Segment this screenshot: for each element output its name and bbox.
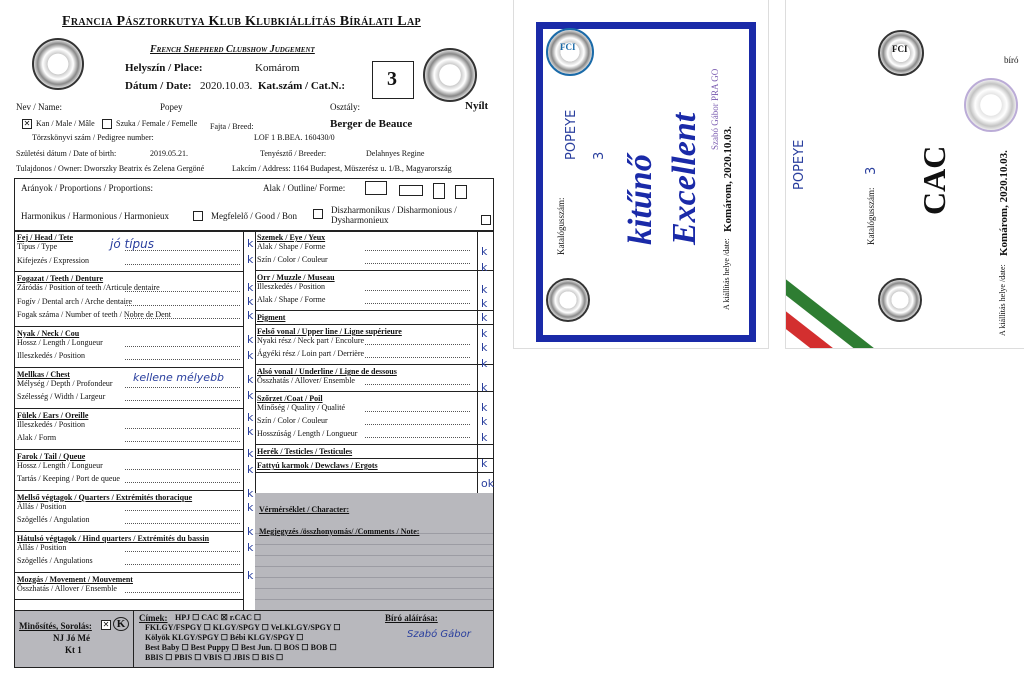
cac-place-date: Komárom, 2020.10.03. [998, 150, 1010, 256]
place-label: Helyszín / Place: [125, 62, 203, 74]
left-row-dotted-line [125, 523, 240, 524]
character-label: Vérmérséklet / Character: [259, 505, 350, 514]
left-section-divider [15, 490, 243, 491]
disharmonic-checkbox[interactable] [481, 215, 491, 225]
evaluation-mark: ok [481, 477, 495, 490]
judge-label: Bíró aláírása: [385, 613, 438, 623]
right-row-dotted-line [365, 263, 470, 264]
right-row-dotted-line [365, 384, 470, 385]
right-section-divider [255, 391, 493, 392]
cac-card [786, 0, 1024, 348]
excellent-catalog-label: Katalógusszám: [556, 197, 566, 255]
right-section-divider [255, 444, 493, 445]
cac-place-label: A kiállítás helye /date: [998, 264, 1007, 336]
evaluation-mark: k [481, 401, 488, 414]
left-row-dotted-line [125, 318, 240, 319]
evaluation-mark: k [247, 295, 254, 308]
right-section-row: Alak / Shape / Forme [257, 242, 326, 251]
handwritten-chest-note: kellene mélyebb [133, 371, 225, 384]
right-row-dotted-line [365, 411, 470, 412]
right-section-row: Illeszkedés / Position [257, 282, 325, 291]
cac-catalog-label: Katalógusszám: [866, 187, 876, 245]
excellent-catalog-value: 3 [592, 151, 607, 160]
left-section-title: Mellső végtagok / Quarters / Extrémités thoracique [17, 492, 193, 502]
evaluation-mark: k [247, 463, 254, 476]
titles-row-3: Kölyök KLGY/SPGY ☐ Bébi KLGY/SPGY ☐ [145, 633, 304, 642]
male-checkbox[interactable]: ✕ [23, 119, 31, 128]
evaluation-mark: k [247, 237, 254, 250]
evaluation-mark: k [247, 411, 254, 424]
proportions-block [14, 178, 494, 232]
breeder-value: Delahnyes Regine [366, 149, 425, 158]
breed-label: Fajta / Breed: [210, 122, 254, 131]
left-section-row: Tartás / Keeping / Port de queue [17, 474, 120, 483]
left-section-divider [15, 572, 243, 573]
evaluation-mark: k [247, 569, 254, 582]
evaluation-mark: k [481, 311, 488, 324]
cac-violet-stamp-icon [964, 78, 1018, 132]
place-value: Komárom [255, 62, 300, 74]
left-row-dotted-line [125, 387, 240, 388]
titles-row-4: Best Baby ☐ Best Puppy ☐ Best Jun. ☐ BOS ☐ BOB ☐ [145, 643, 337, 652]
left-section-divider [15, 271, 243, 272]
left-section-title: Fülek / Ears / Oreille [17, 410, 89, 420]
cat-label: Kat.szám / Cat.N.: [258, 80, 346, 92]
left-section-divider [15, 408, 243, 409]
outline-label: Alak / Outline/ Forme: [263, 183, 346, 193]
left-row-dotted-line [125, 510, 240, 511]
excellent-place-date: Komárom, 2020.10.03. [722, 126, 734, 232]
owner-label: Tulajdonos / Owner: Dworszky Beatrix és Zelena Gergöné [16, 164, 205, 173]
breed-value: Berger de Beauce [330, 118, 413, 130]
pedigree-label: Törzskönyvi szám / Pedigree number: [32, 133, 154, 142]
outline-box-1[interactable] [365, 181, 387, 195]
address-label: Lakcím / Address: 1164 Budapest, Müszerész u. 1/B., Magyarország [232, 164, 452, 173]
right-section-divider [255, 310, 493, 311]
evaluation-mark: k [481, 415, 488, 428]
right-section-title: Herék / Testicles / Testicules [257, 447, 353, 456]
left-section-row: Illeszkedés / Position [17, 419, 85, 429]
club-logo-right [423, 48, 477, 102]
right-row-dotted-line [365, 290, 470, 291]
fci-stamp-icon [546, 28, 594, 76]
evaluation-mark: k [247, 425, 254, 438]
left-row-dotted-line [125, 400, 240, 401]
evaluation-mark: k [247, 373, 254, 386]
evaluation-mark: k [481, 283, 488, 296]
right-section-row: Ágyéki rész / Loin part / Derrière [257, 349, 365, 358]
left-row-dotted-line [125, 305, 240, 306]
cat-number: 3 [387, 68, 397, 90]
pedigree-value: LOF 1 B.BEA. 160430/0 [254, 133, 335, 142]
club-stamp-icon [546, 278, 590, 322]
female-label: Szuka / Female / Femelle [116, 119, 198, 128]
right-section-title: Pigment [257, 313, 286, 322]
left-section-row: Szélesség / Width / Largeur [17, 392, 106, 401]
left-row-dotted-line [125, 441, 240, 442]
left-section-row: Hossz / Length / Longueur [17, 337, 103, 347]
class-label: Osztály: [330, 102, 360, 112]
form-subtitle: French Shepherd Clubshow Judgement [150, 44, 315, 55]
dob-value: 2019.05.21. [150, 149, 188, 158]
left-section-title: Hátulsó végtagok / Hind quarters / Extrémités du bassin [17, 533, 210, 543]
left-section-row: Mélység / Depth / Profondeur [17, 378, 113, 388]
left-section-row: Fogív / Dental arch / Arche dentaire [17, 296, 133, 306]
titles-row-1: HPJ ☐ CAC ☒ r.CAC ☐ [175, 613, 262, 622]
evaluation-mark: k [481, 297, 488, 310]
outline-box-4[interactable] [455, 185, 467, 199]
evaluation-grid [14, 230, 494, 612]
evaluation-mark: k [247, 309, 254, 322]
left-section-row: Típus / Type [17, 242, 58, 251]
cat-number-box [372, 61, 414, 99]
right-row-dotted-line [365, 303, 470, 304]
right-section-divider [255, 458, 493, 459]
good-checkbox[interactable] [313, 209, 323, 219]
right-section-row: Minőség / Quality / Qualité [257, 403, 345, 412]
club-logo-left [32, 38, 84, 90]
good-label: Megfelelő / Good / Bon [211, 211, 297, 221]
right-section-title: Felső vonal / Upper line / Ligne supérieure [257, 327, 402, 336]
evaluation-mark: k [247, 389, 254, 402]
evaluation-mark: k [247, 541, 254, 554]
right-section-divider [255, 270, 493, 271]
right-row-dotted-line [365, 424, 470, 425]
left-section-row: Fogak száma / Number of teeth / Nobre de Dent [17, 310, 171, 319]
class-value: Nyílt [465, 100, 489, 112]
left-section-row: Összhatás / Allover / Ensemble [17, 583, 117, 593]
grading-label: Minősítés, Sorolás: [19, 621, 92, 631]
left-column [15, 231, 243, 611]
left-section-divider [15, 326, 243, 327]
grading-k: K [113, 617, 129, 631]
titles-row-5: BBIS ☐ PBIS ☐ VBIS ☐ JBIS ☐ BIS ☐ [145, 653, 284, 662]
left-section-row: Illeszkedés / Position [17, 351, 85, 360]
evaluation-mark: k [481, 261, 488, 274]
name-value: Popey [160, 102, 183, 112]
harmonic-checkbox[interactable] [193, 211, 203, 221]
grading-options: NJ Jó Mé [53, 633, 90, 643]
left-section-title: Mozgás / Movement / Mouvement [17, 574, 133, 584]
comments-area [255, 523, 493, 611]
left-section-title: Fogazat / Teeth / Denture [17, 274, 104, 283]
evaluation-mark: k [247, 281, 254, 294]
left-section-row: Kifejezés / Expression [17, 255, 89, 265]
evaluation-mark: k [481, 457, 488, 470]
evaluation-mark: k [247, 487, 254, 500]
male-label: Kan / Male / Mâle [36, 119, 95, 128]
outline-box-3[interactable] [433, 183, 445, 199]
left-section-divider [15, 449, 243, 450]
evaluation-mark: k [481, 327, 488, 340]
titles-row-2: FKLGY/FSPGY ☐ KLGY/SPGY ☐ VeLKLGY/SPGY ☐ [145, 623, 341, 632]
cac-judge-corner: bíró [1004, 55, 1019, 65]
comments-label: Megjegyzés /összhonyomás/ /Comments / Note: [259, 527, 420, 536]
evaluation-mark: k [481, 381, 488, 394]
fci-stamp-text: FCI [560, 42, 576, 52]
left-row-dotted-line [125, 359, 240, 360]
right-section-row: Szín / Color / Couleur [257, 255, 328, 264]
excellent-place-label: A kiállítás helye /date: [722, 238, 731, 310]
evaluation-mark: k [481, 357, 488, 370]
evaluation-mark: k [481, 245, 488, 258]
right-section-row: Hosszúság / Length / Longueur [257, 429, 358, 438]
grading-place: Kt 1 [65, 645, 82, 655]
rating-hu: kitűnő [622, 154, 659, 245]
right-section-divider [255, 324, 493, 325]
left-section-divider [15, 367, 243, 368]
left-section-divider [15, 531, 243, 532]
rating-en: Excellent [666, 112, 703, 245]
right-row-dotted-line [365, 357, 470, 358]
evaluation-mark: k [481, 341, 488, 354]
right-row-dotted-line [365, 344, 470, 345]
left-section-row: Állás / Position [17, 542, 67, 552]
right-row-dotted-line [365, 250, 470, 251]
left-section-title: Nyak / Neck / Cou [17, 328, 80, 338]
right-section-divider [255, 472, 493, 473]
excellent-card [514, 0, 768, 348]
left-row-dotted-line [125, 291, 240, 292]
left-section-title: Farok / Tail / Queue [17, 451, 86, 461]
right-section-row: Összhatás / Allover/ Ensemble [257, 376, 355, 385]
left-row-dotted-line [125, 592, 240, 593]
right-section-title: Szemek / Eye / Yeux [257, 233, 326, 242]
evaluation-mark: k [247, 253, 254, 266]
form-title: Francia Pásztorkutya Klub Klubkiállítás Bírálati Lap [62, 14, 421, 29]
left-row-dotted-line [125, 551, 240, 552]
evaluation-mark: k [247, 525, 254, 538]
left-section-row: Állás / Position [17, 501, 67, 511]
cac-catalog-value: 3 [864, 166, 879, 175]
cac-dog-name: POPEYE [792, 139, 807, 190]
evaluation-mark: k [247, 349, 254, 362]
left-row-dotted-line [125, 346, 240, 347]
left-section-divider [15, 599, 243, 600]
right-row-dotted-line [365, 437, 470, 438]
harmonic-label: Harmonikus / Harmonious / Harmonieux [21, 211, 169, 221]
left-row-dotted-line [125, 482, 240, 483]
judgement-form [10, 8, 495, 668]
right-section-row: Nyaki rész / Neck part / Encolure [257, 336, 365, 345]
left-row-dotted-line [125, 564, 240, 565]
excellent-signature: Szabó Gábor PRA GO [710, 68, 720, 150]
cac-fci-stamp-text: FCI [892, 44, 908, 54]
proportions-label: Arányok / Proportions / Proportions: [21, 183, 153, 193]
right-section-row: Alak / Shape / Forme [257, 295, 326, 304]
right-section-title: Orr / Muzzle / Museau [257, 273, 335, 282]
date-value: 2020.10.03. [200, 80, 253, 92]
left-section-row: Záródás / Position of teeth /Articule dentaire [17, 283, 160, 292]
right-section-title: Fattyú karmok / Dewclaws / Ergots [257, 461, 378, 470]
left-section-row: Hossz / Length / Longueur [17, 460, 103, 470]
name-label: Nev / Name: [16, 102, 62, 112]
left-row-dotted-line [125, 428, 240, 429]
left-section-title: Fej / Head / Tete [17, 233, 73, 242]
excellent-dog-name: POPEYE [564, 109, 579, 160]
disharmonic-label: Diszharmonikus / Disharmonious / Dysharmonieux [331, 205, 457, 225]
left-section-title: Mellkas / Chest [17, 369, 70, 379]
evaluation-mark: k [247, 333, 254, 346]
breeder-label: Tenyésztő / Breeder: [260, 149, 327, 158]
judge-signature: Szabó Gábor [407, 629, 471, 640]
grading-checkbox[interactable]: ✕ [102, 620, 110, 629]
right-section-row: Szín / Color / Couleur [257, 416, 328, 425]
evaluation-mark: k [481, 431, 488, 444]
right-section-divider [255, 364, 493, 365]
left-row-dotted-line [125, 264, 240, 265]
left-row-dotted-line [125, 469, 240, 470]
outline-box-2[interactable] [399, 185, 423, 196]
left-section-row: Alak / Form [17, 433, 57, 442]
dob-label: Születési dátum / Date of birth: [16, 149, 117, 158]
right-section-title: Alsó vonal / Underline / Ligne de dessous [257, 367, 397, 376]
left-section-row: Szögellés / Angulation [17, 515, 90, 524]
evaluation-mark: k [247, 501, 254, 514]
handwritten-type-note: jó típus [110, 237, 155, 251]
titles-label: Címek: [139, 613, 168, 623]
cac-title: CAC [916, 145, 952, 215]
right-section-title: Szőrzet /Coat / Poil [257, 394, 323, 403]
grading-block [14, 610, 494, 668]
left-section-row: Szögellés / Angulations [17, 556, 93, 565]
female-checkbox[interactable] [102, 119, 112, 129]
date-label: Dátum / Date: [125, 80, 192, 92]
evaluation-mark: k [247, 447, 254, 460]
cac-club-stamp-icon [878, 278, 922, 322]
